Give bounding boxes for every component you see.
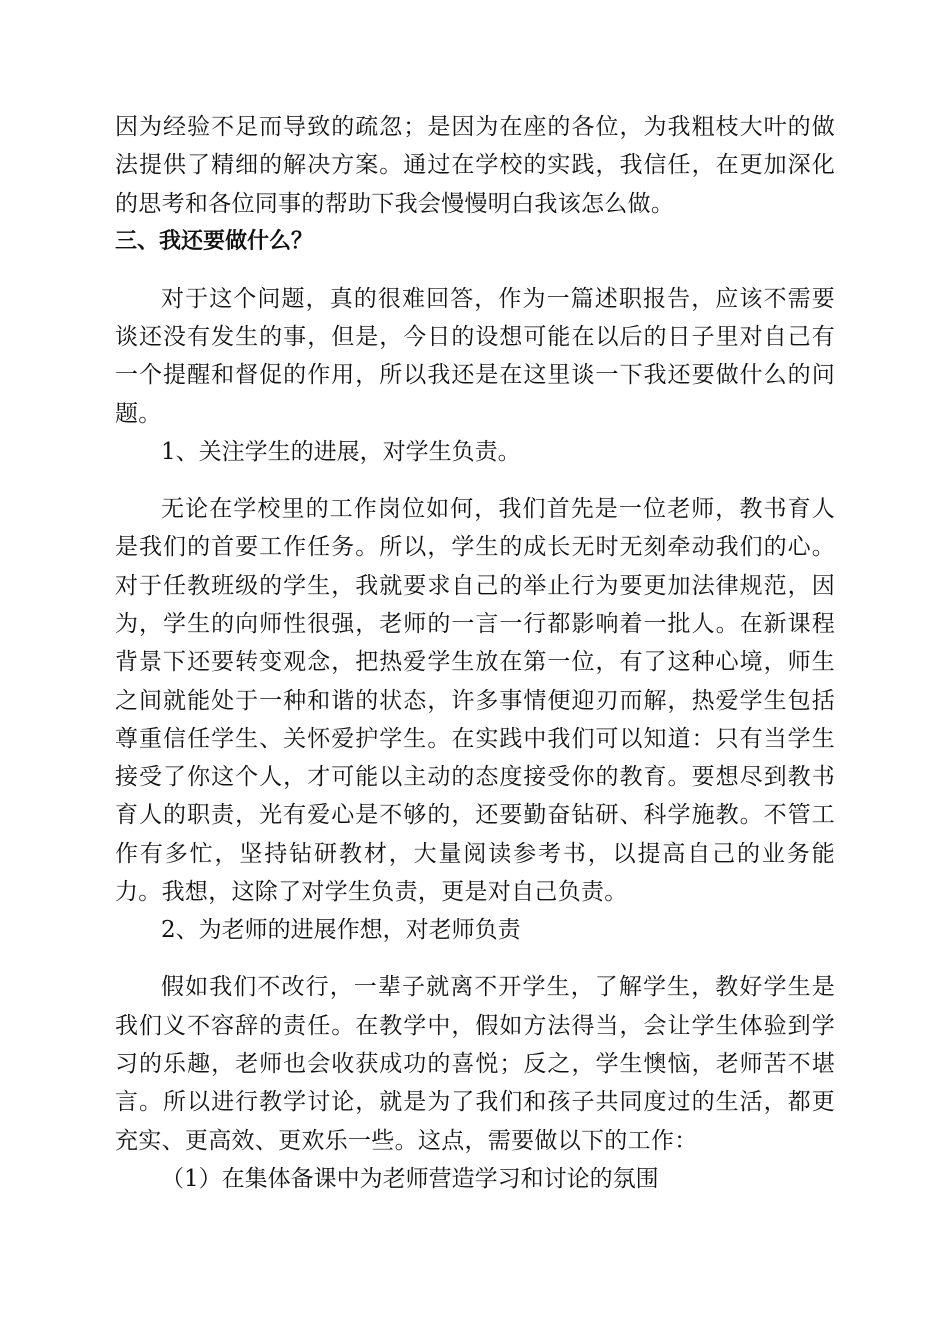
list-item-1: 1、关注学生的进展，对学生负责。 [161,439,521,466]
paragraph-continued: 因为经验不足而导致的疏忽；是因为在座的各位，为我粗枝大叶的做法提供了精细的解决方案。通过在学校的实践，我信任，在更加深化的思考和各位同事的帮助下我会慢慢明白我该怎么做。 [115,114,835,217]
paragraph-students: 无论在学校里的工作岗位如何，我们首先是一位老师，教书育人是我们的首要工作任务。所以，学生的成长无时无刻牵动我们的心。对于任教班级的学生，我就要求自己的举止行为要更加法律规范，因为，学生的向师性很强，老师的一言一行都影响着一批人。在新课程背景下还要转变观念，把热爱学生放在第一位，有了这种心境，师生之间就能处于一种和谐的状态，许多事情便迎刃而解，热爱学生包括尊重信任学生、关怀爱护学生。在实践中我们可以知道：只有当学生接受了你这个人，才可能以主动的态度接受你的教育。要想尽到教书育人的职责，光有爱心是不够的，还要勤奋钻研、科学施教。不管工作有多忙，坚持钻研教材，大量阅读参考书，以提高自己的业务能力。我想，这除了对学生负责，更是对自己负责。 [115,496,835,906]
list-item-2: 2、为老师的进展作想，对老师负责 [161,917,521,944]
paragraph-intro: 对于这个问题，真的很难回答，作为一篇述职报告，应该不需要谈还没有发生的事，但是，今日的设想可能在以后的日子里对自己有一个提醒和督促的作用，所以我还是在这里谈一下我还要做什么的问题。 [115,285,835,427]
document-body [115,108,835,1198]
section-heading-3: 三、我还要做什么？ [115,228,314,254]
list-subitem-1: （1）在集体备课中为老师营造学习和讨论的氛围 [161,1165,659,1192]
paragraph-teachers: 假如我们不改行，一辈子就离不开学生，了解学生，教好学生是我们义不容辞的责任。在教学中，假如方法得当，会让学生体验到学习的乐趣，老师也会收获成功的喜悦；反之，学生懊恼，老师苦不堪言。所以进行教学讨论，就是为了我们和孩子共同度过的生活，都更充实、更高效、更欢乐一些。这点，需要做以下的工作： [115,974,835,1154]
